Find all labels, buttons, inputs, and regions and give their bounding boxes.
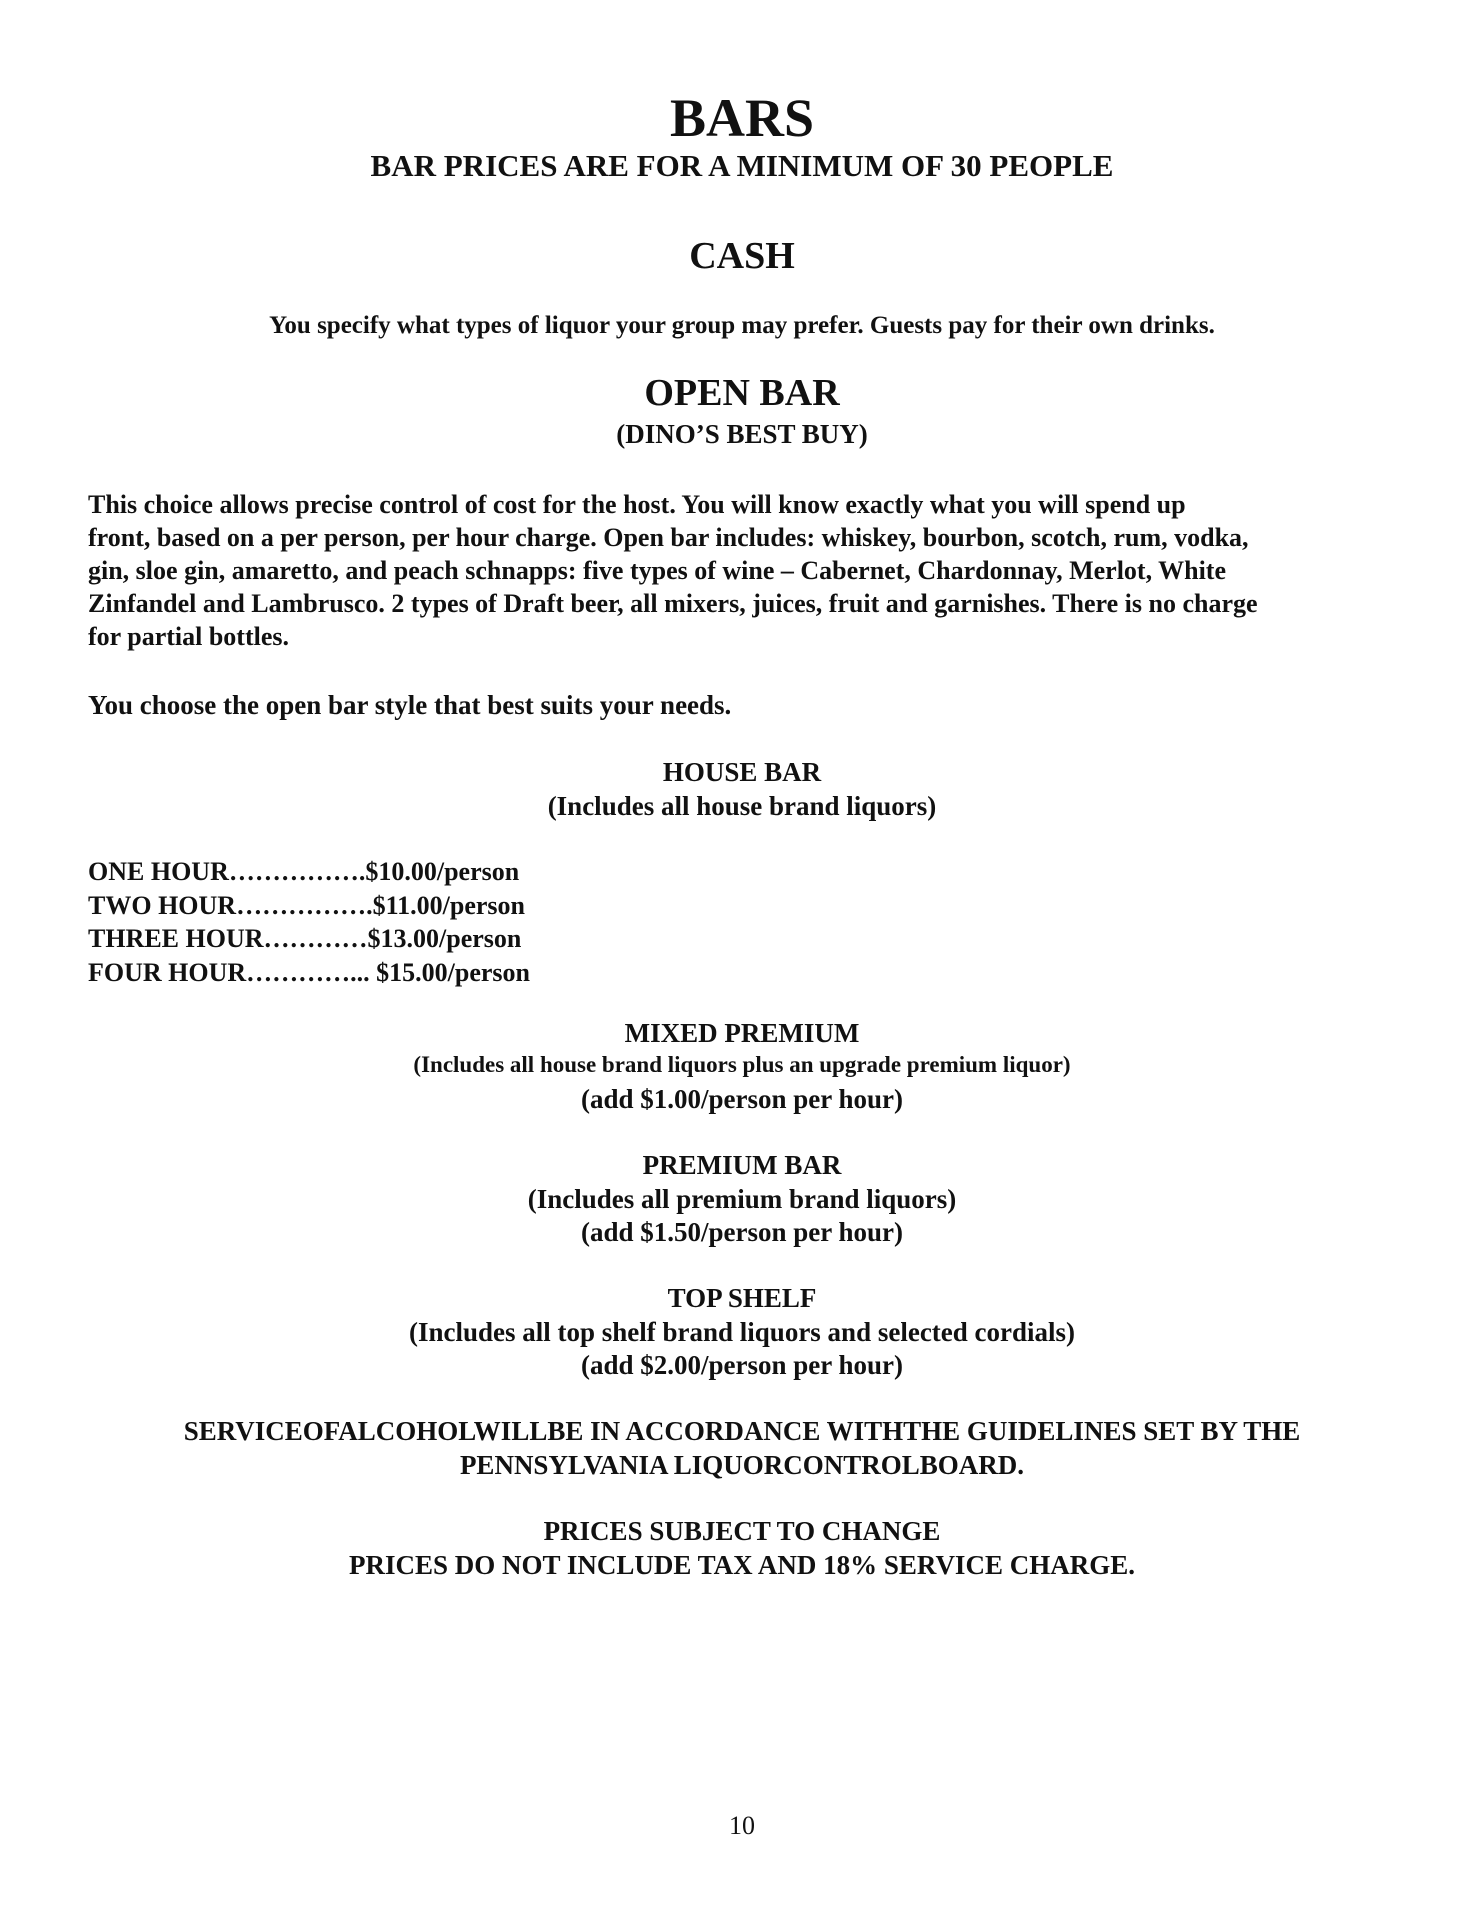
top-shelf-desc: (Includes all top shelf brand liquors and selected cordials)	[408, 1317, 1076, 1347]
top-shelf-add: (add $2.00/person per hour)	[580, 1350, 904, 1380]
open-bar-line: Zinfandel and Lambrusco. 2 types of Draft beer, all mixers, juices, fruit and garnishes. There is no charge	[88, 589, 1258, 618]
open-bar-description	[88, 488, 1398, 653]
open-bar-line: gin, sloe gin, amaretto, and peach schnapps: five types of wine – Cabernet, Chardonnay, Merlot, White	[88, 556, 1226, 585]
price-row-four-hour: FOUR HOUR…………... $15.00/person	[88, 957, 530, 987]
open-bar-line: for partial bottles.	[88, 622, 289, 651]
top-shelf-heading: TOP SHELF	[667, 1283, 817, 1313]
price-row-one-hour: ONE HOUR…………….$10.00/person	[88, 857, 520, 886]
price-row-three-hour: THREE HOUR…………$13.00/person	[88, 924, 522, 953]
page-subtitle: BAR PRICES ARE FOR A MINIMUM OF 30 PEOPLE	[370, 148, 1114, 183]
open-bar-line: front, based on a per person, per hour charge. Open bar includes: whiskey, bourbon, scotch, rum, vodka,	[88, 523, 1249, 552]
alcohol-notice-line-2: PENNSYLVANIA LIQUORCONTROLBOARD.	[459, 1450, 1025, 1480]
premium-bar-add: (add $1.50/person per hour)	[580, 1217, 904, 1247]
price-row-two-hour: TWO HOUR…………….$11.00/person	[88, 890, 525, 920]
open-bar-choose-text: You choose the open bar style that best suits your needs.	[88, 690, 732, 720]
cash-text: You specify what types of liquor your group may prefer. Guests pay for their own drinks.	[269, 312, 1215, 339]
cash-heading: CASH	[689, 235, 795, 277]
premium-bar-desc: (Includes all premium brand liquors)	[527, 1184, 957, 1214]
open-bar-subheading: (DINO’S BEST BUY)	[616, 419, 868, 449]
house-bar-desc: (Includes all house brand liquors)	[547, 791, 937, 821]
page-number: 10	[729, 1811, 755, 1840]
open-bar-line: This choice allows precise control of cost for the host. You will know exactly what you will spend up	[88, 490, 1186, 519]
mixed-premium-heading: MIXED PREMIUM	[624, 1018, 860, 1048]
house-bar-heading: HOUSE BAR	[662, 757, 822, 787]
prices-notice-line-1: PRICES SUBJECT TO CHANGE	[543, 1516, 941, 1546]
open-bar-heading: OPEN BAR	[644, 372, 840, 414]
prices-notice-line-2: PRICES DO NOT INCLUDE TAX AND 18% SERVICE CHARGE.	[349, 1550, 1135, 1580]
house-bar-price-list	[88, 855, 530, 989]
page-title: BARS	[669, 88, 815, 148]
mixed-premium-add: (add $1.00/person per hour)	[580, 1084, 904, 1114]
mixed-premium-desc: (Includes all house brand liquors plus an upgrade premium liquor)	[413, 1052, 1071, 1077]
premium-bar-heading: PREMIUM BAR	[642, 1150, 842, 1180]
alcohol-notice-line-1: SERVICEOFALCOHOLWILLBE IN ACCORDANCE WITHTHE GUIDELINES SET BY THE	[183, 1416, 1301, 1446]
